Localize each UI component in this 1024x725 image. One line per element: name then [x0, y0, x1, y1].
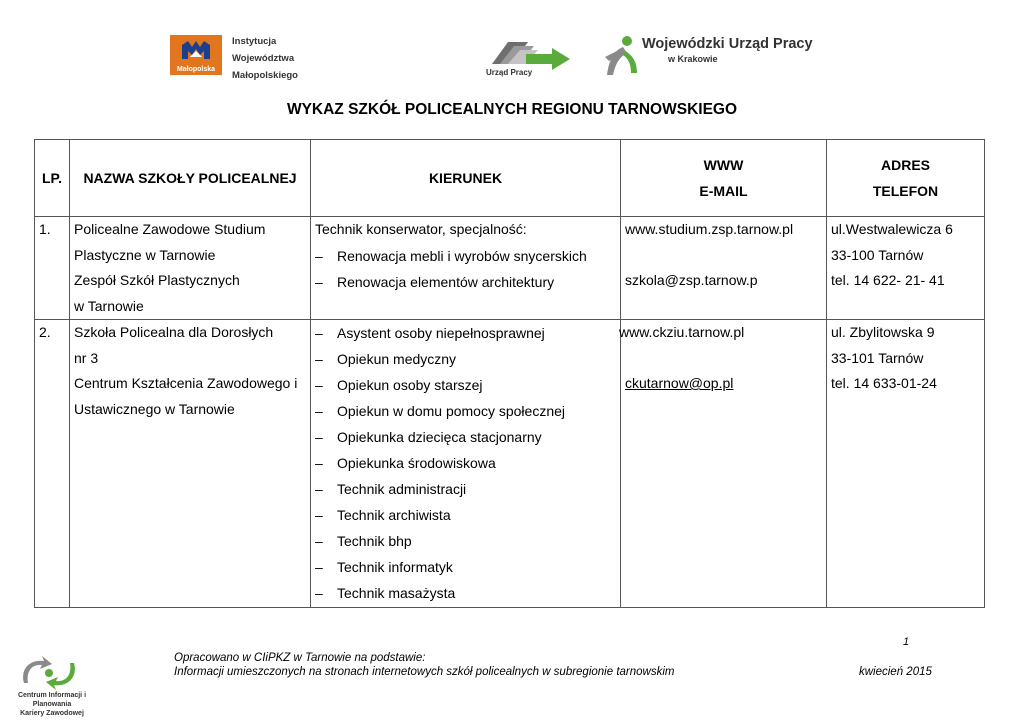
dash-bullet: – [315, 533, 323, 549]
school-name-line: w Tarnowie [74, 297, 144, 314]
table-row [35, 320, 985, 608]
row-number: 2. [39, 324, 51, 340]
schools-table [34, 139, 985, 608]
direction-label: Asystent osoby niepełnosprawnej [337, 325, 545, 341]
school-name-line: Szkoła Policealna dla Dorosłych [74, 324, 274, 340]
direction-item [315, 502, 616, 528]
direction-label: Opiekun w domu pomocy społecznej [337, 403, 566, 419]
school-name-line: Ustawicznego w Tarnowie [74, 400, 235, 417]
dash-bullet: – [315, 247, 323, 264]
address-line: ul. Zbylitowska 9 [831, 324, 935, 340]
header-address: ADRES [880, 157, 930, 173]
address-line: 33-101 Tarnów [831, 349, 924, 366]
malopolska-logo [170, 35, 222, 75]
cip-logo-text [8, 691, 96, 718]
email-link[interactable]: szkola@zsp.tarnow.p [625, 272, 758, 288]
header-email: E-MAIL [699, 183, 748, 199]
direction-item [315, 243, 616, 269]
dash-bullet: – [315, 273, 323, 290]
dash-bullet: – [315, 455, 323, 471]
direction-label: Opiekun osoby starszej [337, 377, 483, 393]
header-lp: LP. [35, 140, 70, 217]
header-www: WWW [703, 157, 744, 173]
phone-line: tel. 14 633-01-24 [831, 375, 937, 391]
header-direction: KIERUNEK [311, 140, 621, 217]
header-www-email [621, 140, 827, 217]
direction-title: Technik konserwator, specjalność: [315, 221, 527, 237]
school-name-line: Plastyczne w Tarnowie [74, 246, 216, 263]
direction-item [315, 424, 616, 450]
direction-item [315, 528, 616, 554]
school-name-line: Policealne Zawodowe Studium [74, 221, 266, 237]
phone-line: tel. 14 622- 21- 41 [831, 272, 945, 288]
dash-bullet: – [315, 481, 323, 497]
institution-line: Województwa [232, 53, 295, 64]
footer-line: Informacji umieszczonych na stronach internetowych szkół policealnych w subregionie tarnowskim [174, 666, 675, 678]
cell-lp [35, 320, 70, 608]
address-line: ul.Westwalewicza 6 [831, 221, 953, 237]
table-row [35, 217, 985, 320]
footer-source [174, 651, 674, 679]
cell-name [70, 320, 311, 608]
wup-figure-icon [603, 35, 639, 77]
dash-bullet: – [315, 585, 323, 601]
wup-subtitle: w Krakowie [668, 54, 718, 64]
page-title: WYKAZ SZKÓŁ POLICEALNYCH REGIONU TARNOWSKIEGO [286, 101, 738, 118]
direction-label: Opiekun medyczny [337, 351, 457, 367]
direction-label: Technik administracji [337, 481, 467, 497]
footer-date: kwiecień 2015 [859, 666, 932, 678]
dash-bullet: – [315, 559, 323, 575]
direction-item [315, 554, 616, 580]
direction-label: Opiekunka dziecięca stacjonarny [337, 429, 542, 445]
malopolska-emblem-icon [180, 39, 212, 61]
malopolska-logo-text: Małopolska [176, 66, 216, 73]
dash-bullet: – [315, 377, 323, 393]
direction-label: Renowacja mebli i wyrobów snycerskich [337, 247, 587, 264]
direction-label: Technik masażysta [337, 585, 456, 601]
dash-bullet: – [315, 351, 323, 367]
direction-label: Renowacja elementów architektury [337, 273, 555, 290]
direction-item [315, 476, 616, 502]
direction-label: Opiekunka środowiskowa [337, 455, 496, 471]
header-address-phone [827, 140, 985, 217]
wup-title: Wojewódzki Urząd Pracy [642, 36, 813, 52]
dash-bullet: – [315, 403, 323, 419]
dash-bullet: – [315, 325, 323, 341]
cell-lp [35, 217, 70, 320]
address-line: 33-100 Tarnów [831, 246, 924, 263]
cell-www-email [621, 217, 827, 320]
institution-line: Instytucja [232, 36, 277, 47]
direction-item [315, 398, 616, 424]
direction-item [315, 372, 616, 398]
cell-name [70, 217, 311, 320]
direction-item [315, 320, 616, 346]
header-phone: TELEFON [872, 183, 939, 199]
dash-bullet: – [315, 507, 323, 523]
cip-line: Kariery Zawodowej [20, 710, 84, 717]
cell-www-email [621, 320, 827, 608]
row-number: 1. [39, 221, 51, 237]
school-name-line: Zespół Szkół Plastycznych [74, 272, 240, 288]
direction-item [315, 269, 616, 295]
institution-text [232, 33, 298, 84]
page-number: 1 [903, 636, 910, 648]
table-header-row [35, 140, 985, 217]
footer-line: Opracowano w CIiPKZ w Tarnowie na podstawie: [174, 652, 426, 664]
dash-bullet: – [315, 429, 323, 445]
school-name-line: nr 3 [74, 349, 99, 366]
www-link[interactable]: www.ckziu.tarnow.pl [619, 324, 745, 340]
header-name: NAZWA SZKOŁY POLICEALNEJ [70, 140, 311, 217]
cip-logo-icon [18, 655, 80, 691]
cell-address [827, 320, 985, 608]
direction-item [315, 346, 616, 372]
direction-label: Technik bhp [337, 533, 412, 549]
direction-label: Technik informatyk [337, 559, 453, 575]
direction-item [315, 450, 616, 476]
cell-direction [311, 217, 621, 320]
www-link[interactable]: www.studium.zsp.tarnow.pl [625, 221, 794, 237]
school-name-line: Centrum Kształcenia Zawodowego i [74, 375, 298, 391]
institution-line: Małopolskiego [232, 70, 298, 81]
cell-direction [311, 320, 621, 608]
urzad-pracy-label: Urząd Pracy [486, 68, 533, 77]
cell-address [827, 217, 985, 320]
cip-line: Centrum Informacji i Planowania [17, 692, 87, 708]
email-link[interactable]: ckutarnow@op.pl [625, 375, 734, 391]
direction-item [315, 580, 616, 606]
direction-label: Technik archiwista [337, 507, 451, 523]
